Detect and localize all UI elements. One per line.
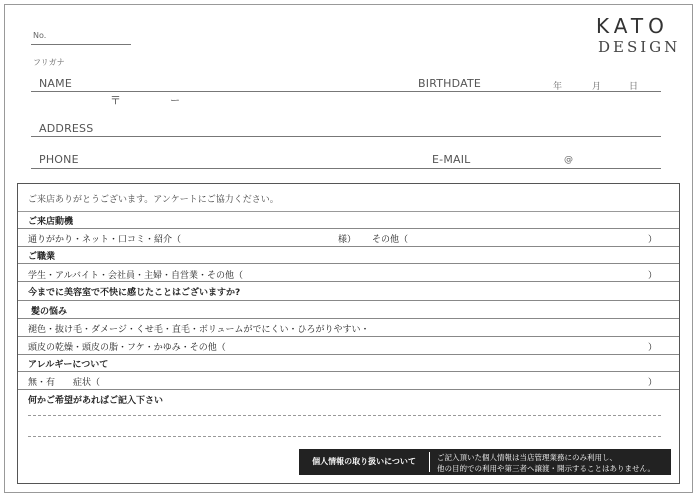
phone-label: PHONE xyxy=(39,153,79,166)
scalp-paren-close: ） xyxy=(647,343,657,353)
scalp-options-row[interactable] xyxy=(18,337,679,355)
survey-box xyxy=(17,183,680,484)
allergy-title: アレルギーについて xyxy=(28,360,109,370)
discomfort-question: 今までに美容室で不快に感じたことはございますか? xyxy=(28,288,241,298)
visit-other: その他（ xyxy=(372,235,409,245)
postal-dash: ー xyxy=(170,96,180,107)
allergy-options-row[interactable] xyxy=(18,372,679,390)
visit-title-row xyxy=(18,212,679,229)
allergy-title-row xyxy=(18,355,679,372)
email-label: E-MAIL xyxy=(432,153,471,166)
no-label: No. xyxy=(33,31,47,40)
year-label: 年 xyxy=(553,82,563,92)
visit-paren-close: ） xyxy=(647,235,657,245)
hair-options: 褪色・抜け毛・ダメージ・くせ毛・直毛・ボリュームがでにくい・ひろがりやすい・ xyxy=(28,325,370,335)
visit-options: 通りがかり・ネット・口コミ・紹介（ xyxy=(28,235,182,245)
allergy-paren-close: ） xyxy=(647,378,657,388)
visit-options-row[interactable] xyxy=(18,229,679,247)
privacy-heading: 個人情報の取り扱いについて xyxy=(312,457,416,466)
discomfort-row[interactable] xyxy=(18,282,679,301)
name-field[interactable] xyxy=(31,91,661,92)
greeting-row xyxy=(18,184,679,212)
visit-title: ご来店動機 xyxy=(28,217,74,227)
job-options: 学生・アルバイト・会社員・主婦・自営業・その他（ xyxy=(28,271,244,281)
brand-logo-design: DESIGN xyxy=(598,38,681,56)
at-mark: @ xyxy=(564,155,573,165)
month-label: 月 xyxy=(592,82,602,92)
request-line-2[interactable] xyxy=(28,436,661,437)
greeting-text: ご来店ありがとうございます。アンケートにご協力ください。 xyxy=(28,195,279,205)
job-options-row[interactable] xyxy=(18,264,679,282)
job-title-row xyxy=(18,247,679,264)
name-label: NAME xyxy=(39,77,72,90)
brand-logo-kato: KATO xyxy=(596,14,669,38)
phone-email-field[interactable] xyxy=(31,168,661,169)
privacy-body-line2: 他の目的での利用や第三者へ譲渡・開示することはありません。 xyxy=(437,464,655,473)
day-label: 日 xyxy=(629,82,639,92)
birthdate-label: BIRTHDATE xyxy=(418,77,482,90)
request-line-1[interactable] xyxy=(28,415,661,416)
visit-sama: 様） xyxy=(338,235,357,245)
allergy-options: 無・有 症状（ xyxy=(28,378,101,388)
scalp-options: 頭皮の乾燥・頭皮の脂・フケ・かゆみ・その他（ xyxy=(28,343,226,353)
postal-mark: 〒 xyxy=(110,94,121,107)
no-field[interactable] xyxy=(31,44,131,45)
furigana-label: フリガナ xyxy=(33,58,65,67)
privacy-body-line1: ご記入頂いた個人情報は当店管理業務にのみ利用し、 xyxy=(437,453,617,462)
job-title: ご職業 xyxy=(28,252,56,262)
hair-options-row[interactable] xyxy=(18,319,679,337)
address-field[interactable] xyxy=(31,136,661,137)
hair-title-row xyxy=(18,301,679,319)
hair-title: 髪の悩み xyxy=(31,307,68,317)
address-label: ADDRESS xyxy=(39,122,94,135)
privacy-notice xyxy=(299,449,671,475)
request-title: 何かご希望があればご記入下さい xyxy=(28,396,164,406)
privacy-divider xyxy=(429,452,430,472)
job-paren-close: ） xyxy=(647,271,657,281)
